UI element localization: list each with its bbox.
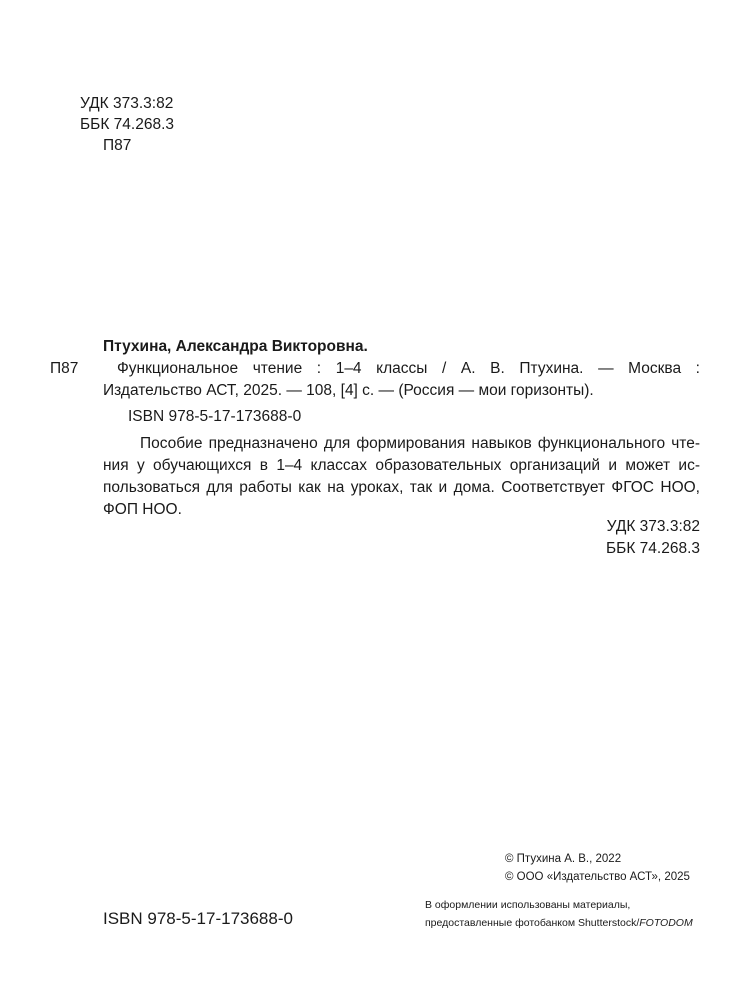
author-heading: Птухина, Александра Викторовна.	[103, 338, 368, 355]
author-mark: П87	[50, 360, 79, 377]
annotation-line: ФОП НОО.	[103, 501, 182, 518]
copyright-publisher: © ООО «Издательство АСТ», 2025	[505, 871, 690, 883]
top-udk: УДК 373.3:82	[80, 95, 174, 112]
title-line-1: Функциональное чтение : 1–4 классы / А. В. Птухина. — Москва :	[117, 360, 700, 377]
isbn-footer: ISBN 978-5-17-173688-0	[103, 909, 293, 928]
annotation-line: ния у обучающихся в 1–4 классах образовательных организаций и может ис-	[103, 457, 700, 474]
record-udk: УДК 373.3:82	[606, 518, 700, 535]
record-bbk: ББК 74.268.3	[605, 540, 700, 557]
credits-photobank: FOTODOM	[639, 917, 693, 929]
title-line-2: Издательство АСТ, 2025. — 108, [4] с. — (Россия — мои горизонты).	[103, 382, 594, 399]
top-author-mark: П87	[103, 137, 132, 154]
isbn-record: ISBN 978-5-17-173688-0	[128, 408, 302, 425]
copyright-author: © Птухина А. В., 2022	[505, 853, 622, 865]
credits-line-1: В оформлении использованы материалы,	[425, 899, 631, 911]
annotation-line: пользоваться для работы как на уроках, так и дома. Соответствует ФГОС НОО,	[103, 479, 700, 496]
top-bbk: ББК 74.268.3	[80, 116, 175, 133]
credits-text: предоставленные фотобанком Shutterstock/	[425, 917, 640, 929]
credits-line-2	[425, 914, 693, 932]
annotation-line: Пособие предназначено для формирования навыков функционального чте-	[140, 435, 700, 452]
